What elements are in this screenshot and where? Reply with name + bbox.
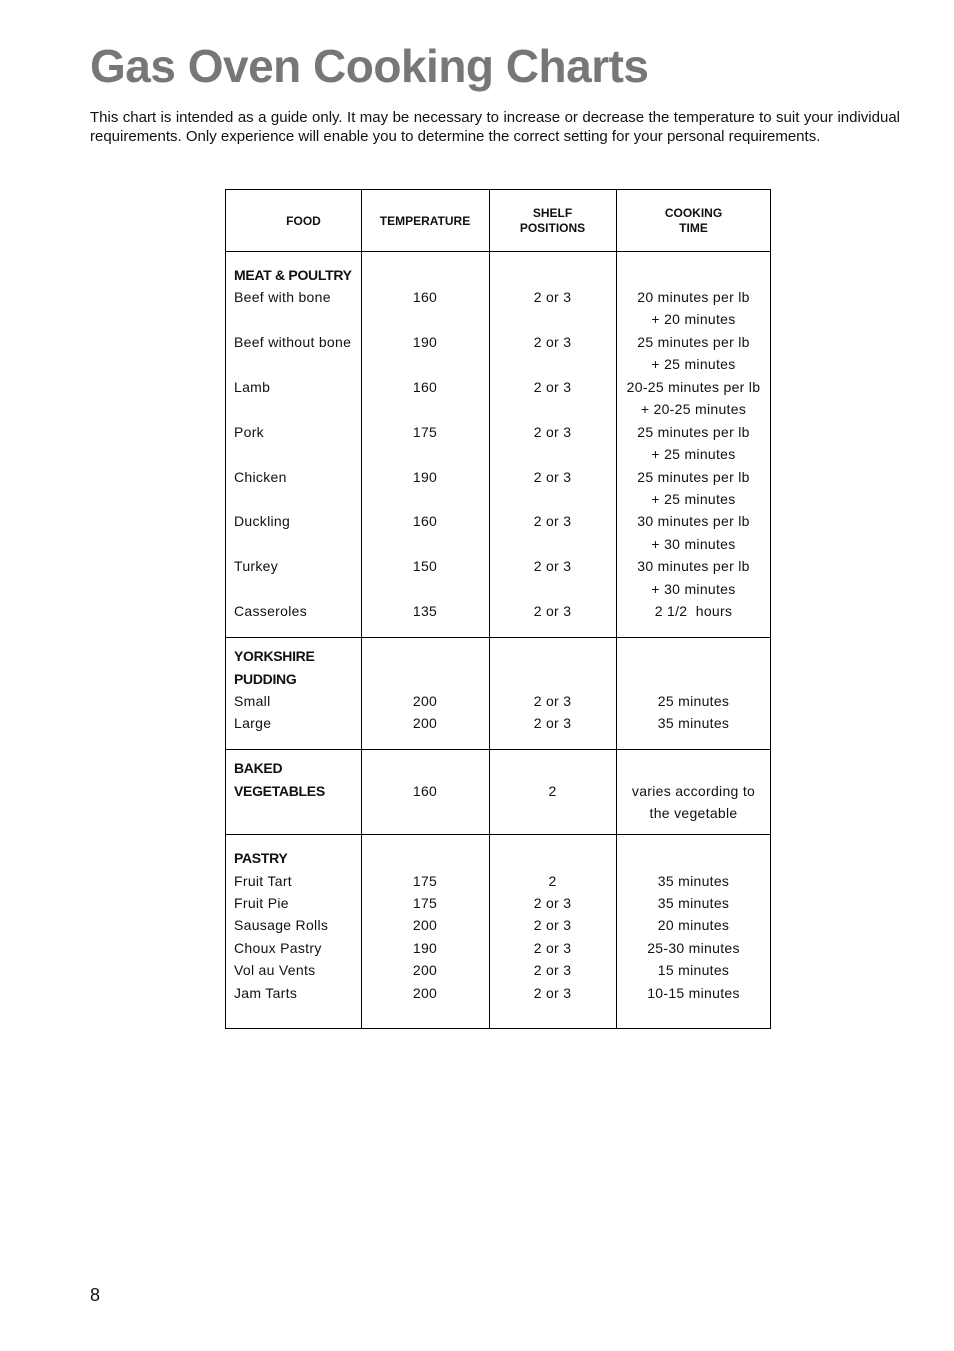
- cooking-time: 25-30 minutes: [647, 940, 740, 956]
- shelf-position: 2 or 3: [533, 962, 572, 978]
- section-title-meat-poultry: MEAT & POULTRY: [234, 267, 352, 283]
- temperature-value: 135: [412, 603, 438, 619]
- header-food: FOOD: [286, 213, 321, 228]
- temperature-value: 160: [412, 513, 438, 529]
- food-name: Casseroles: [234, 603, 308, 619]
- temperature-value: 190: [412, 334, 438, 350]
- temperature-value: 200: [412, 715, 438, 731]
- shelf-position: 2 or 3: [533, 603, 572, 619]
- intro-paragraph: This chart is intended as a guide only. It may be necessary to increase or decrease the temperature to suit your individual requirements. Only experience will enable you to determine the correct setting for your personal requirements.: [90, 109, 900, 145]
- cooking-time: 35 minutes: [657, 873, 730, 889]
- shelf-position: 2: [548, 783, 557, 799]
- section-title-baked-vegetables-line2: VEGETABLES: [234, 783, 325, 799]
- food-name: Fruit Tart: [234, 873, 292, 889]
- shelf-position: 2 or 3: [533, 917, 572, 933]
- shelf-position: 2 or 3: [533, 940, 572, 956]
- cooking-time: 25 minutes per lb: [637, 334, 750, 350]
- cooking-time: 10-15 minutes: [647, 985, 740, 1001]
- cooking-time: 20 minutes: [657, 917, 730, 933]
- shelf-position: 2 or 3: [533, 715, 572, 731]
- cooking-time-extra: + 25 minutes: [651, 446, 736, 462]
- cooking-time: 25 minutes per lb: [637, 424, 750, 440]
- shelf-position: 2 or 3: [533, 289, 572, 305]
- shelf-position: 2 or 3: [533, 379, 572, 395]
- food-name: Duckling: [234, 513, 291, 529]
- temperature-value: 160: [412, 289, 438, 305]
- food-name: Lamb: [234, 379, 271, 395]
- food-name: Large: [234, 715, 272, 731]
- temperature-value: 200: [412, 962, 438, 978]
- shelf-position: 2 or 3: [533, 334, 572, 350]
- section-title-yorkshire-pudding-line2: PUDDING: [234, 671, 297, 687]
- page-number: 8: [90, 1285, 101, 1305]
- temperature-value: 175: [412, 895, 438, 911]
- cooking-time: 25 minutes per lb: [637, 469, 750, 485]
- cooking-time: 20 minutes per lb: [637, 289, 750, 305]
- section-divider: [226, 637, 770, 638]
- shelf-position: 2 or 3: [533, 469, 572, 485]
- temperature-value: 200: [412, 693, 438, 709]
- food-name: Beef with bone: [234, 289, 331, 305]
- cooking-time: 20-25 minutes per lb: [626, 379, 761, 395]
- food-name: Jam Tarts: [234, 985, 298, 1001]
- food-name: Small: [234, 693, 271, 709]
- header-cooking-time: COOKING TIME: [664, 206, 723, 235]
- food-name: Choux Pastry: [234, 940, 322, 956]
- temperature-value: 160: [412, 783, 438, 799]
- cooking-time-extra: + 20-25 minutes: [640, 401, 747, 417]
- section-title-yorkshire-pudding: YORKSHIRE: [234, 648, 315, 664]
- section-divider: [226, 834, 770, 835]
- temperature-value: 175: [412, 424, 438, 440]
- temperature-value: 160: [412, 379, 438, 395]
- cooking-time-extra: + 25 minutes: [651, 491, 736, 507]
- temperature-value: 150: [412, 558, 438, 574]
- shelf-position: 2 or 3: [533, 424, 572, 440]
- shelf-position: 2: [548, 873, 557, 889]
- shelf-position: 2 or 3: [533, 693, 572, 709]
- shelf-position: 2 or 3: [533, 558, 572, 574]
- temperature-value: 190: [412, 469, 438, 485]
- section-divider: [226, 749, 770, 750]
- cooking-time-extra: + 25 minutes: [651, 356, 736, 372]
- food-name: Vol au Vents: [234, 962, 316, 978]
- temperature-value: 175: [412, 873, 438, 889]
- temperature-value: 190: [412, 940, 438, 956]
- cooking-time: 35 minutes: [657, 715, 730, 731]
- shelf-position: 2 or 3: [533, 513, 572, 529]
- cooking-time-extra: + 30 minutes: [651, 581, 736, 597]
- cooking-time: 25 minutes: [657, 693, 730, 709]
- food-name: Sausage Rolls: [234, 917, 329, 933]
- temperature-value: 200: [412, 917, 438, 933]
- food-name: Turkey: [234, 558, 279, 574]
- shelf-position: 2 or 3: [533, 895, 572, 911]
- section-title-pastry: PASTRY: [234, 850, 288, 866]
- temperature-value: 200: [412, 985, 438, 1001]
- cooking-time: varies according to: [631, 783, 756, 799]
- food-name: Beef without bone: [234, 334, 352, 350]
- food-name: Chicken: [234, 469, 287, 485]
- cooking-time: 30 minutes per lb: [637, 513, 750, 529]
- page-title: Gas Oven Cooking Charts: [90, 40, 649, 92]
- section-title-baked-vegetables: BAKED: [234, 760, 283, 776]
- food-name: Pork: [234, 424, 264, 440]
- header-temperature: TEMPERATURE: [379, 213, 471, 228]
- cooking-chart-table: [225, 189, 771, 1029]
- cooking-time: 30 minutes per lb: [637, 558, 750, 574]
- cooking-time: 35 minutes: [657, 895, 730, 911]
- cooking-time: 2 1/2 hours: [654, 603, 733, 619]
- cooking-time: 15 minutes: [657, 962, 730, 978]
- cooking-time-extra: the vegetable: [649, 805, 738, 821]
- cooking-time-extra: + 20 minutes: [651, 311, 736, 327]
- shelf-position: 2 or 3: [533, 985, 572, 1001]
- header-shelf-positions: SHELF POSITIONS: [519, 206, 586, 235]
- cooking-time-extra: + 30 minutes: [651, 536, 736, 552]
- food-name: Fruit Pie: [234, 895, 289, 911]
